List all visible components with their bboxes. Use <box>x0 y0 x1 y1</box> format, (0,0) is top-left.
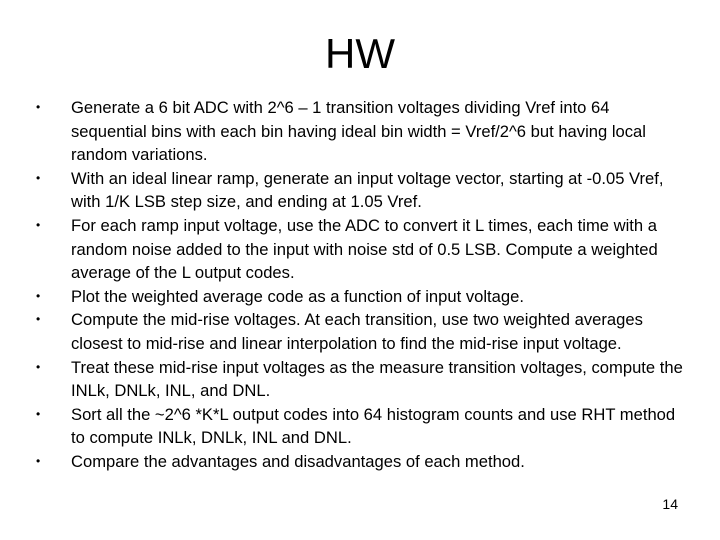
bullet-marker: • <box>36 170 41 185</box>
bullet-text: With an ideal linear ramp, generate an input voltage vector, starting at -0.05 Vref, with 1/K LSB step size, and ending at 1.05 Vref. <box>71 168 664 212</box>
bullet-marker: • <box>36 288 41 303</box>
bullet-marker: • <box>36 359 41 374</box>
bullet-text: Treat these mid-rise input voltages as the measure transition voltages, compute the INLk, DNLk, INL, and DNL. <box>71 357 683 401</box>
bullet-item <box>36 167 686 214</box>
page-number: 14 <box>662 496 678 512</box>
bullet-marker: • <box>36 217 41 232</box>
bullet-text: Generate a 6 bit ADC with 2^6 – 1 transition voltages dividing Vref into 64 sequential bins with each bin having ideal bin width = Vref/2^6 but having local random variations. <box>71 98 646 165</box>
bullet-marker: • <box>36 100 41 114</box>
bullet-item <box>36 285 686 309</box>
bullet-text: Compare the advantages and disadvantages of each method. <box>71 451 525 471</box>
bullet-list <box>36 96 686 474</box>
bullet-text: For each ramp input voltage, use the ADC to convert it L times, each time with a random noise added to the input with noise std of 0.5 LSB. Compute a weighted average of the L output codes. <box>71 215 658 283</box>
bullet-item <box>36 403 686 450</box>
bullet-item <box>36 356 686 403</box>
bullet-marker: • <box>36 406 41 421</box>
bullet-text: Plot the weighted average code as a function of input voltage. <box>71 286 524 306</box>
bullet-text: Compute the mid-rise voltages. At each transition, use two weighted averages closest to mid-rise and linear interpolation to find the mid-rise input voltage. <box>71 310 643 353</box>
bullet-marker: • <box>36 453 41 468</box>
bullet-item <box>36 450 686 474</box>
bullet-item <box>36 96 686 167</box>
bullet-item <box>36 214 686 285</box>
slide-title: HW <box>325 30 395 77</box>
bullet-item <box>36 308 686 355</box>
bullet-marker: • <box>36 312 41 327</box>
bullet-text: Sort all the ~2^6 *K*L output codes into 64 histogram counts and use RHT method to compute INLk, DNLk, INL and DNL. <box>71 404 676 448</box>
